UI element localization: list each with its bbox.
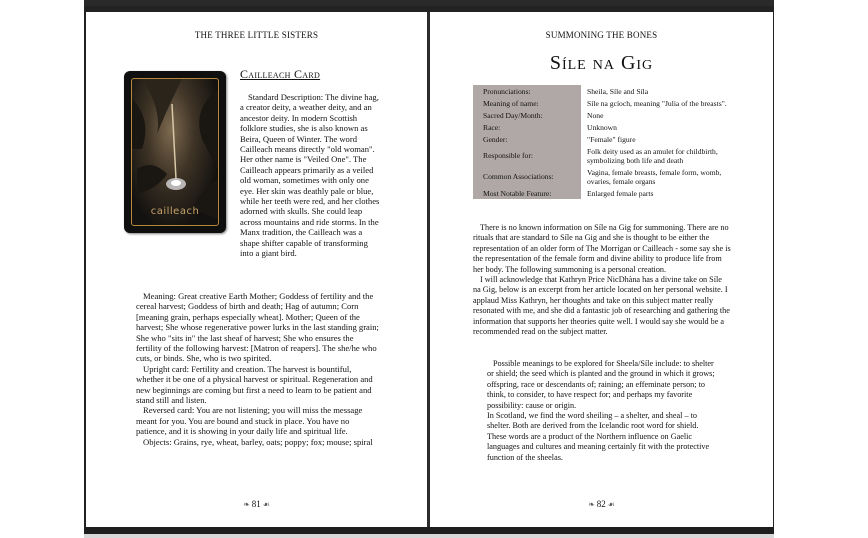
reversed-card-paragraph: Reversed card: You are not listening; you will miss the message meant for you. You are bound and stuck in place. You have no patience, and it is showing in your daily life and spiritual life. [136,405,363,437]
info-row [473,109,736,121]
quote-paragraph: In Scotland, we find the word sheiling – a shelter, and sheal – to shelter. Both are derived from the Icelandic root word for shield. These words are a product of the Northern influence on Gaelic languages and cultures and meaning certainly fit with the protective function of the sheelas. [487,411,710,462]
entry-title: Síle na Gig [549,52,654,74]
info-label: Gender: [473,133,581,145]
info-row [473,166,736,187]
left-page[interactable] [86,12,427,527]
folio-number: 82 [596,499,606,509]
info-label: Sacred Day/Month: [473,109,581,121]
info-value: Folk deity used as an amulet for childbirth, symbolizing both life and death [581,145,736,166]
block-quote [487,359,719,463]
info-row [473,121,736,133]
upright-card-paragraph: Upright card: Fertility and creation. The harvest is bountiful, whether it be one of a physical harvest or spiritual. Regeneration and new beginnings are coming but first a need to learn to be patient and stand still and listen. [136,363,373,406]
info-row [473,145,736,166]
info-value: None [581,109,736,121]
running-head-right: SUMMONING THE BONES [545,30,658,40]
entry-body [473,223,731,337]
top-page-strip [84,0,774,6]
info-label: Pronunciations: [473,85,581,97]
info-value: "Female" figure [581,133,736,145]
info-row [473,97,736,109]
page-number-left [86,499,427,509]
objects-paragraph: Objects: Grains, rye, wheat, barley, oats; poppy; fox; mouse; spiral [143,436,373,447]
card-description [240,92,381,259]
ornament-icon: ☙ [260,500,270,509]
card-artwork [131,78,219,226]
ornament-icon: ☙ [605,500,615,509]
info-label: Common Associations: [473,166,581,187]
deity-info-table [473,85,736,199]
standard-description-paragraph: Standard Description: The divine hag, a creator deity, a weather deity, and an ancestor deity. In modern Scottish folklore studies, she is also known as Beira, Queen of Winter. The word Cailleach means directly "old woman". Her other name is "Veiled One". The Cailleach appears primarily as a veiled old woman, sometimes with only one eye. Her skin was deathly pale or blue, while her teeth were red, and her clothes adorned with skulls. She could leap across mountains and ride storms. In the Manx tradition, the Cailleach was a shape shifter capable of transforming into a giant bird. [240,92,380,259]
viewer-background-left [0,0,84,538]
next-page-edge [84,534,774,538]
info-row [473,85,736,97]
running-head-left: THE THREE LITTLE SISTERS [194,30,319,40]
meaning-paragraph: Meaning: Great creative Earth Mother; Goddess of fertility and the cereal harvest; Goddess of birth and death; Hag of autumn; Corn [meaning grain, perhaps especially wheat]. Mother; Queen of the harvest; She whose regenerative power lurks in the last standing grain; She who "sits in" the last sheaf of harvest; She who ensures the fertility of the following harvest: [Matron of reapers]. The she/he who cuts, or binds. She, who is two spirited. [136,291,379,364]
info-label: Race: [473,121,581,133]
folio-number: 81 [251,499,261,509]
card-image-caption: cailleach [150,206,200,217]
body-paragraph: There is no known information on Síle na Gig for summoning. There are no rituals that are standard to Síle na Gig and she is thought to be either the representation of an older form of The Morrígan or Cailleach - some say she is the representation of the female form and divine ability to produce life from her body. The following summoning is a personal creation. [473,223,731,274]
info-label: Responsible for: [473,145,581,166]
card-illustration [132,79,218,225]
info-row [473,133,736,145]
info-label: Most Notable Feature: [473,187,581,199]
info-row [473,187,736,199]
body-paragraph: I will acknowledge that Kathryn Price NicDhàna has a divine take on Síle na Gig, below is an excerpt from her article located on her personal website. I applaud Miss Kathryn, her thoughts and take on this subject matter really resonated with me, and she did a fantastic job of researching and gathering the information that supports her theories quite well. I would say she would be a recommended read on the subject matter. [473,275,730,337]
card-meanings [136,291,380,447]
info-value: Enlarged female parts [581,187,736,199]
info-value: Síle na gcíoch, meaning "Julia of the breasts". [581,97,736,109]
page-number-right [430,499,773,509]
ornament-icon: ❧ [243,500,252,509]
info-value: Unknown [581,121,736,133]
right-page[interactable] [430,12,773,527]
card-title: Cailleach Card [240,67,321,81]
info-label: Meaning of name: [473,97,581,109]
cailleach-card-image [124,71,226,233]
viewer-background-right [773,0,868,538]
quote-paragraph: Possible meanings to be explored for Sheela/Síle include: to shelter or shield; the seed which is planted and the ground in which it grows; offspring, race or descendants of; raining; an effeminate person; to think, to consider, to have respect for; and perhaps my favorite possibility: cause or origin. [487,359,715,410]
info-value: Vagina, female breasts, female form, womb, ovaries, female organs [581,166,736,187]
ornament-icon: ❧ [588,500,597,509]
info-value: Sheila, Síle and Síla [581,85,736,97]
